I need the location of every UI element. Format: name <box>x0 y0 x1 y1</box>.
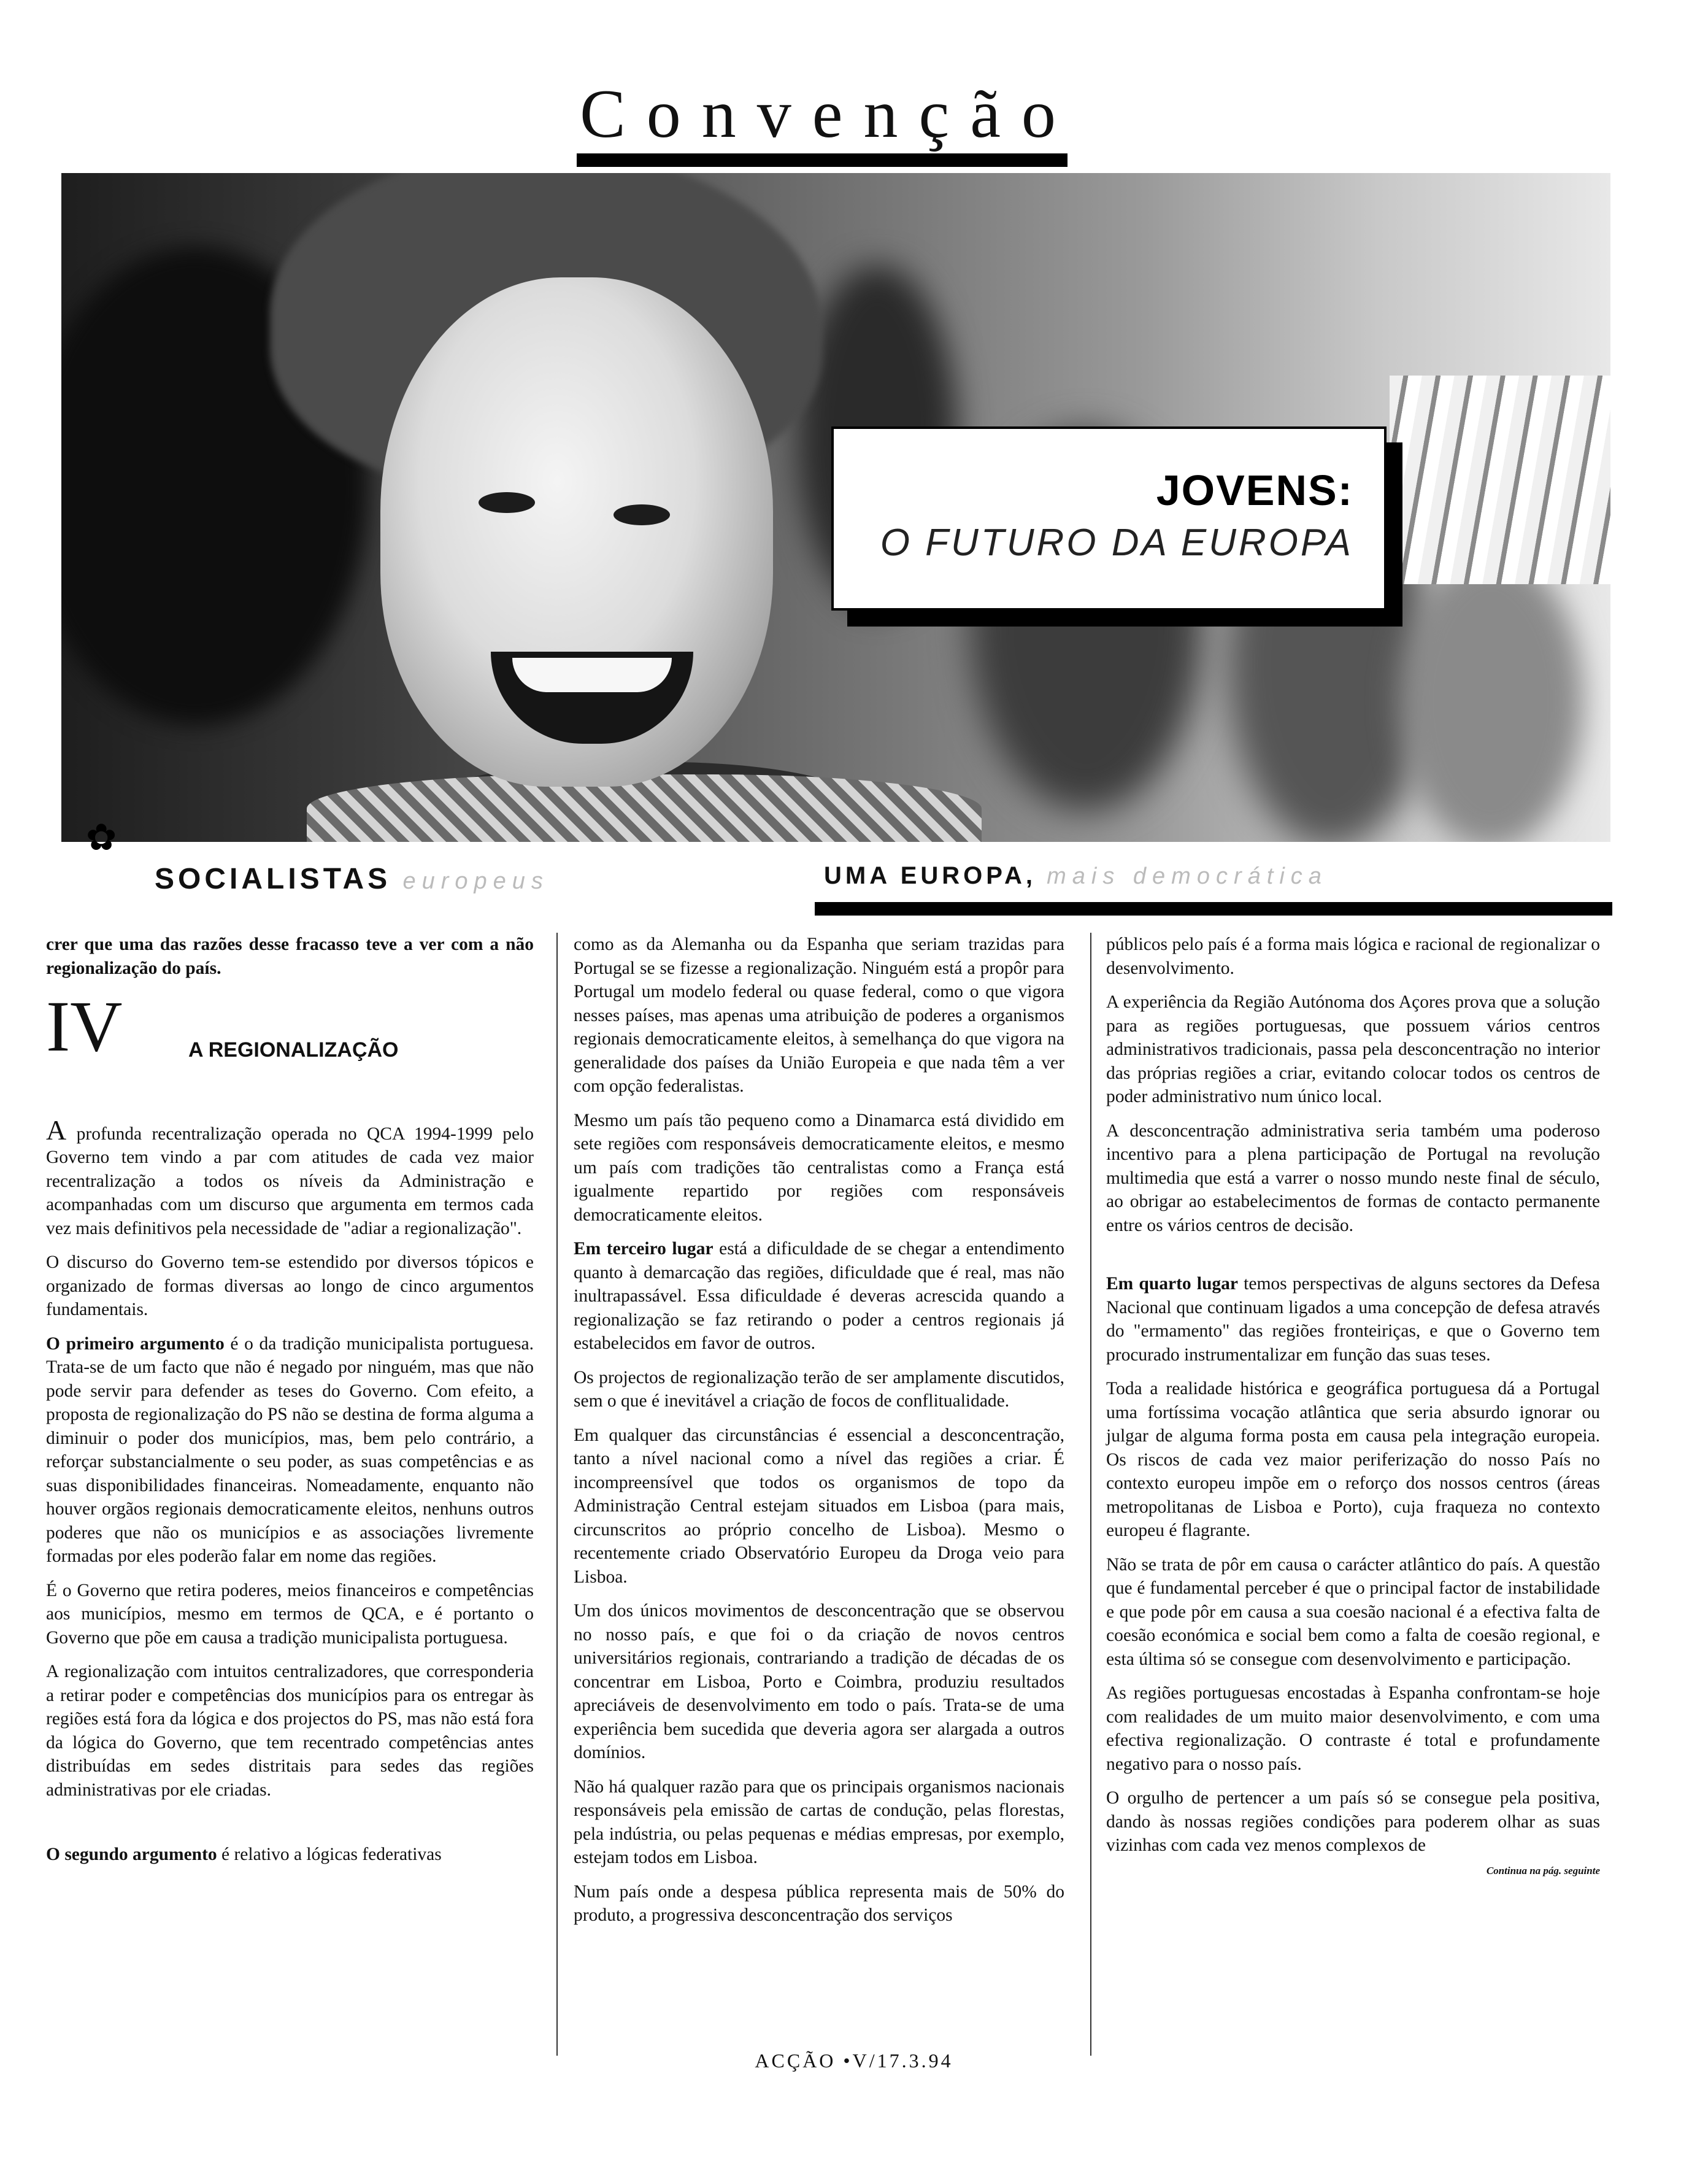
paragraph: A desconcentração administrativa seria também uma poderoso incentivo para a plena participação de Portugal na revolução multimedia que está a varrer o nosso mundo neste final de século, ao obrigar ao estabelecimentos de formas de contacto permanente entre os vários centros de decisão. <box>1106 1120 1600 1235</box>
paragraph: As regiões portuguesas encostadas à Espanha confrontam-se hoje com realidades de um muito maior desenvolvimento, e com uma efectiva regionalização. O contraste é total e profundamente negativo para o nosso país. <box>1106 1683 1600 1774</box>
paragraph: públicos pelo país é a forma mais lógica e racional de regionalizar o desenvolvimento. <box>1106 935 1600 978</box>
headline-box <box>831 426 1387 611</box>
paragraph: Em qualquer das circunstâncias é essencial a desconcentração, tanto a nível nacional como a nível das regiões a criar. É incompreensível que todos os organismos de topo da Administração Central estejam situados em Lisboa (para mais, circunscritos ao próprio concelho de Lisboa). Mesmo o recentemente criado Observatório Europeu da Droga veio para Lisboa. <box>574 1425 1064 1587</box>
subheadline: O FUTURO DA EUROPA <box>880 522 1353 564</box>
paragraph: A profunda recentralização operada no QCA 1994-1999 pelo Governo tem vindo a par com atitudes de cada vez maior recentralização a todos os níveis da Administração e acompanhadas com um discurso que argumenta em termos cada vez mais definitivos pela necessidade de "adiar a regionalização". <box>46 1114 534 1238</box>
paragraph: Mesmo um país tão pequeno como a Dinamarca está dividido em sete regiões com responsáveis democraticamente eleitos, e mesmo um país com tradições tão centralistas como a França está igualmente repartido por regiões com responsáveis democraticamente eleitos. <box>574 1110 1064 1225</box>
section-rule <box>815 902 1612 916</box>
inset-photo <box>1390 376 1610 584</box>
bg-figure <box>1399 554 1583 842</box>
paragraph: O segundo argumento é relativo a lógicas federativas <box>46 1845 442 1864</box>
paragraph: O discurso do Governo tem-se estendido por diversos tópicos e organizado de formas diversas ao longo de cinco argumentos fundamentais. <box>46 1252 534 1319</box>
masthead-title: Convenção <box>580 76 1077 152</box>
paragraph: Os projectos de regionalização terão de ser amplamente discutidos, sem o que é inevitável a criação de focos de conflitualidade. <box>574 1367 1064 1411</box>
column-1 <box>46 933 534 1877</box>
column-divider <box>556 933 558 2056</box>
paragraph: Em quarto lugar temos perspectivas de alguns sectores da Defesa Nacional que continuam ligados a uma concepção de defesa através do "ermamento" das regiões fronteiriças, e que o Governo tem procurado instrumentalizar em função das suas teses. <box>1106 1274 1600 1365</box>
page-footer: ACÇÃO •V/17.3.94 <box>755 2050 953 2072</box>
eye <box>614 504 670 525</box>
paragraph: Num país onde a despesa pública representa mais de 50% do produto, a progressiva desconcentração dos serviços <box>574 1881 1064 1925</box>
eye <box>479 492 535 513</box>
column-divider <box>1090 933 1091 2056</box>
section-label-right: UMA EUROPA, mais democrática <box>824 862 1328 889</box>
intro-text: crer que uma das razões desse fracasso teve a ver com a não regionalização do país. <box>46 935 534 978</box>
headline: JOVENS: <box>1156 466 1353 514</box>
paragraph: A experiência da Região Autónoma dos Açores prova que a solução para as regiões portuguesas, que possuem vários centros administrativos tradicionais, passa pela desconcentração no interior das próprias regiões a criar, evitando colocar todos os centros de poder administrativo num único local. <box>1106 992 1600 1106</box>
paragraph: É o Governo que retira poderes, meios financeiros e competências aos municípios, mesmo em termos de QCA, e é portanto o Governo que põe em causa a tradição municipalista portuguesa. <box>46 1580 534 1648</box>
paragraph: Não há qualquer razão para que os principais organismos nacionais responsáveis pela emissão de cartas de condução, pelas florestas, pela indústria, ou pelas pequenas e médias empresas, por exemplo, estejam todos em Lisboa. <box>574 1776 1064 1867</box>
paragraph: O orgulho de pertencer a um país só se consegue pela positiva, dando às nossas regiões condições para poderem olhar as suas vizinhas com cada vez menos complexos de <box>1106 1788 1600 1855</box>
shirt-collar <box>307 774 982 842</box>
paragraph: A regionalização com intuitos centralizadores, que corresponderia a retirar poder e competências dos municípios para os entregar às regiões está fora da lógica e dos projectos do PS, mas não está fora da lógica do Governo, que tem recentrado competências antes distribuídas em sedes distritais para sedes das regiões administrativas por ele criadas. <box>46 1662 534 1800</box>
column-3 <box>1106 933 1600 1878</box>
section-label-left: SOCIALISTAS europeus <box>155 863 549 895</box>
rose-logo-icon: ✿ <box>86 817 117 858</box>
paragraph: como as da Alemanha ou da Espanha que seriam trazidas para Portugal se se fizesse a regionalização. Ninguém está a propôr para Portugal um modelo federal ou quase federal, como o que vigora nesses países, mas apenas uma atribuição de poderes a organismos regionais democraticamente eleitos, à semelhança do que vigora na generalidade dos países da União Europeia e que nada têm a ver com opção federalistas. <box>574 935 1064 1096</box>
paragraph: Um dos únicos movimentos de desconcentração que se observou no nosso país, e que foi o da criação de novos centros universitários regionais, contrariando a tradição de décadas de os concentrar em Lisboa, Porto e Coimbra, produziu resultados apreciáveis de desenvolvimento em todo o país. Trata-se de uma experiência bem sucedida que deveria agora ser alargada a outros domínios. <box>574 1601 1064 1762</box>
paragraph: Não se trata de pôr em causa o carácter atlântico do país. A questão que é fundamental perceber é que o principal factor de instabilidade e que pode pôr em causa a sua coesão nacional é a efectiva falta de coesão económica e social bem como a falta de coesão regional, e esta última só se consegue com desenvolvimento e participação. <box>1106 1554 1600 1669</box>
paragraph: O primeiro argumento é o da tradição municipalista portuguesa. Trata-se de um facto que não é negado por ninguém, mas que não pode servir para defender as teses do Governo. Com efeito, a proposta de regionalização do PS não se destina de forma alguma a diminuir o poder dos municípios, mas, bem pelo contrário, a reforçar substancialmente o seu poder, as suas competências e as suas disponibilidades financeiras. Nomeadamente, enquanto não houver orgãos regionais democraticamente eleitos, nenhuns outros poderes que não os municípios e as associações livremente formadas por eles poderão falar em nome das regiões. <box>46 1333 534 1566</box>
masthead-rule <box>577 153 1068 167</box>
teeth <box>512 658 672 692</box>
paragraph: Toda a realidade histórica e geográfica portuguesa dá a Portugal uma fortíssima vocação atlântica que seria absurdo ignorar ou julgar de alguma forma posta em causa pela integração europeia. Os riscos de cada vez maior periferização do nosso País no contexto europeu impõe em o reforço dos nossos centros (áreas metropolitanas de Lisboa e Porto), cuja fraqueza no contexto europeu é flagrante. <box>1106 1379 1600 1540</box>
section-numeral: IV <box>46 986 123 1066</box>
continued-note: Continua na pág. seguinte <box>1486 1864 1600 1876</box>
column-2 <box>574 933 1064 1938</box>
section-heading: A REGIONALIZAÇÃO <box>188 1038 399 1062</box>
paragraph: Em terceiro lugar está a dificuldade de se chegar a entendimento quanto à demarcação das regiões, dificuldade que é real, mas não inultrapassável. Essa dificuldade é deveras acrescida quando a regionalização se faz retirando o poder a centros regionais já estabelecidos em favor de outros. <box>574 1239 1064 1353</box>
